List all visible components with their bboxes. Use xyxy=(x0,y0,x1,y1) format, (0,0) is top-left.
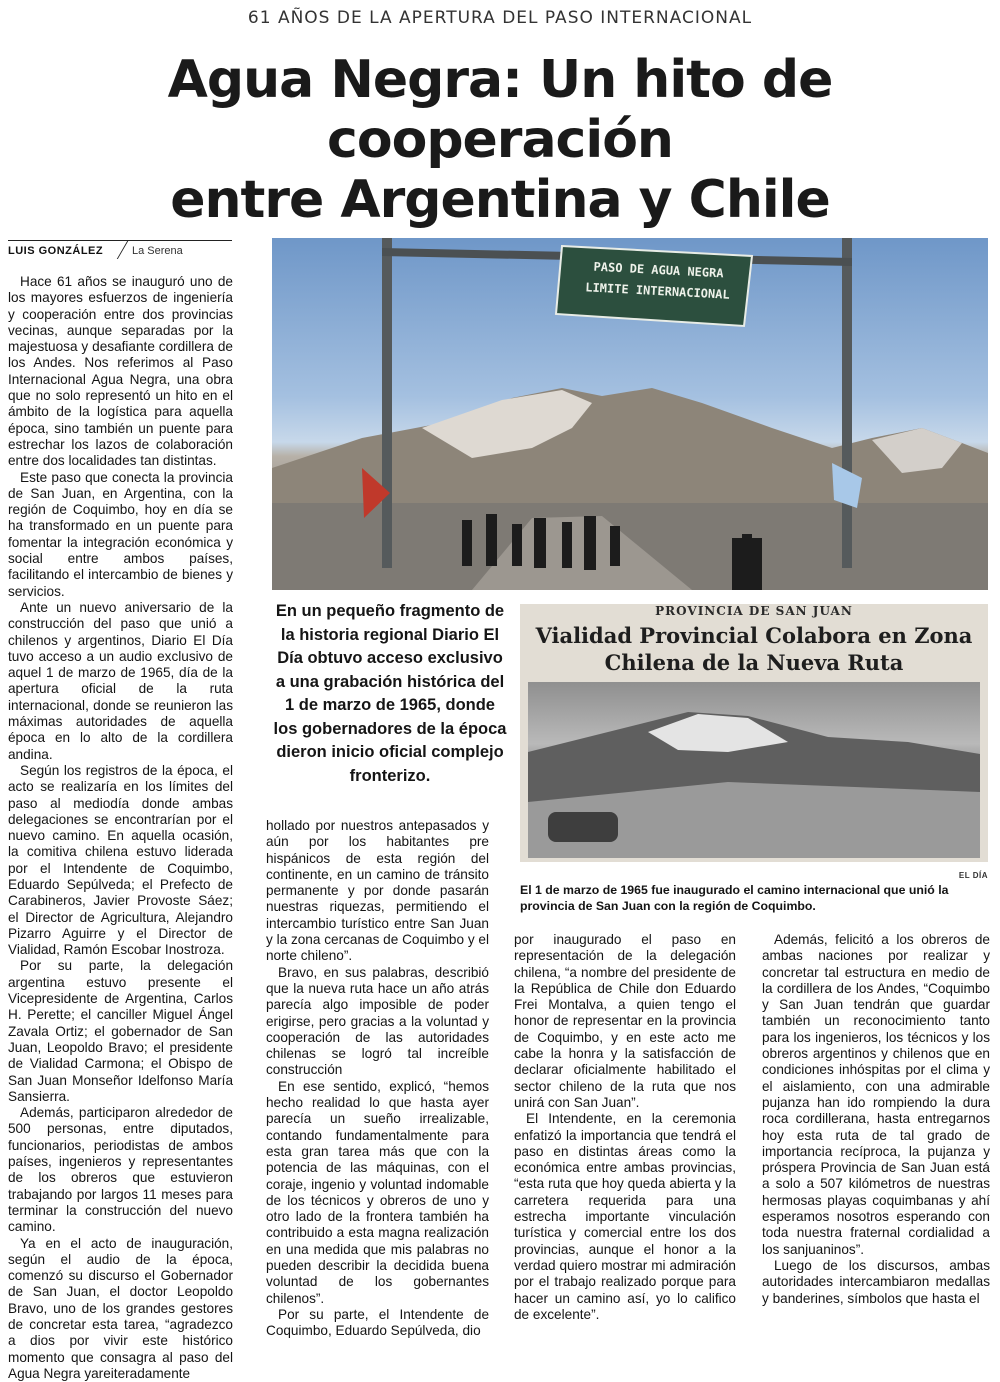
paragraph: El Intendente, en la ceremonia enfatizó la importancia que tendrá el paso en distintas áreas como la económica entre ambas provincias, “esta ruta que hoy queda abierta y la carretera requerida para una estrecha importante vinculación turística y comercial entre los dos provincias, aunque el honor a la verdad quiero mostrar mi admiración por el trabajo realizado porque para hacer un camino así, yo lo califico de excelente”. xyxy=(514,1111,736,1322)
border-sign-photo xyxy=(272,238,988,590)
article-column-1 xyxy=(8,274,233,1381)
paragraph: por inaugurado el paso en representación de la delegación chilena, “a nombre del presidente de la República de Chile don Eduardo Frei Montalva, a quien tengo el honor de representar en la provincia de Coquimbo, y en este acto me cabe la honra y la satisfacción de declarar oficialmente habilitado el sector chileno de la ruta que nos unirá con San Juan”. xyxy=(514,932,736,1110)
clipping-kicker: PROVINCIA DE SAN JUAN xyxy=(655,604,853,618)
headline-line-2: entre Argentina y Chile xyxy=(170,170,830,230)
photo-caption: El 1 de marzo de 1965 fue inaugurado el camino internacional que unió la provincia de San Juan con la región de Coquimbo. xyxy=(520,883,949,913)
paragraph: Según los registros de la época, el acto se realizaría en los límites del paso al mediodía donde ambas delegaciones se encontrarían por el nuevo camino. En aquella ocasión, la comitiva chilena estuvo liderada por el Intendente de Coquimbo, Eduardo Sepúlveda; el Prefecto de Carabineros, Javier Provoste Sáez; el Director de Agricultura, Alejandro Pizarro Aguirre y el Director de Vialidad, Ramón Escobar Inostroza. xyxy=(8,762,233,958)
paragraph: Por su parte, la delegación argentina estuvo presente el Vicepresidente de Argentina, Carlos H. Perette; el canciller Miguel Ángel Zavala Ortiz; el gobernador de San Juan, Leopoldo Bravo; el presidente de Vialidad Carmona; el Obispo de San Juan Monseñor Idelfonso María Sansierra. xyxy=(8,958,233,1104)
paragraph: Luego de los discursos, ambas autoridades intercambiaron medallas y banderines, símbolos que hasta el xyxy=(762,1257,990,1306)
paragraph: Además, felicitó a los obreros de ambas naciones por realizar y concretar tal estructura en medio de la cordillera de los Andes, “Coquimbo y San Juan tendrán que guardar también un reconocimiento tanto para los ingenieros, los técnicos y los obreros argentinos y chilenos que en condiciones inhóspitas por el clima y el aislamiento, con una admirable pujanza han ido rompiendo la dura roca cordillerana, hasta entregarnos hoy esta ruta de tal grado de importancia recíproca, la pujanza y próspera Provincia de San Juan está a solo a 507 kilómetros de nuestras hermosas playas coquimbanas y ahí esperamos nosotros esperando con toda nuestra fraternal cordialidad a los sanjuaninos”. xyxy=(762,932,990,1257)
byline-divider xyxy=(117,241,128,259)
clipping-headline: Vialidad Provincial Colabora en Zona Chilena de la Nueva Ruta xyxy=(535,623,973,675)
paragraph: Ante un nuevo aniversario de la construcción del paso que unió a chilenos y argentinos, Diario El Día tuvo acceso a un audio exclusivo de aquel 1 de marzo de 1965, día de la apertura oficial de la ruta internacional, donde se reunieron las máximas autoridades de aquella época en lo alto de la cordillera andina. xyxy=(8,599,233,762)
paragraph: hollado por nuestros antepasados y aún por los habitantes pre hispánicos de esta región del continente, en un camino de tránsito permanente y por donde pasarán nuestras riquezas, permitiendo el intercambio turístico entre San Juan y la zona cercanas de Coquimbo y el norte chileno”. xyxy=(266,818,489,964)
paragraph: Hace 61 años se inauguró uno de los mayores esfuerzos de ingeniería y cooperación entre dos provincias vecinas, aunque separadas por la majestuosa y desafiante cordillera de los Andes. Nos referimos al Paso Internacional Agua Negra, una obra que no solo representó un hito en el ámbito de la logística para aquella época, sino también un puente para estrechar los lazos de colaboración entre dos localidades tan distintas. xyxy=(8,274,233,469)
headline xyxy=(0,50,1000,230)
newspaper-clipping-photo xyxy=(520,604,988,862)
article-column-2 xyxy=(266,818,489,1339)
sign-line-2: LIMITE INTERNACIONAL xyxy=(584,280,730,302)
paragraph: Este paso que conecta la provincia de San Juan, en Argentina, con la región de Coquimbo, hoy en día se ha transformado en un puente para fomentar la integración económica y social entre ambos países, facilitando el intercambio de bienes y servicios. xyxy=(8,469,233,599)
paragraph: En ese sentido, explicó, “hemos hecho realidad lo que hasta ayer parecía un sueño irrealizable, contando fundamentalmente para esta gran tarea más que con la potencia de las máquinas, con el coraje, ingenio y voluntad indomable de los técnicos y obreros de uno y otro lado de la frontera también ha contribuido a esta magna realización en una medida que mis palabras no pueden describir la decidida buena voluntad de los gobernantes chilenos”. xyxy=(266,1078,489,1306)
sign-line-1: PASO DE AGUA NEGRA xyxy=(593,259,724,281)
paragraph: Ya en el acto de inauguración, según el audio de la época, comenzó su discurso el Gobernador de San Juan, el doctor Leopoldo Bravo, uno de los grandes gestores de concretar esta tarea, “agradezco a dios por vivir este histórico momento que consagra al paso del Agua Negra yareiteradamente xyxy=(8,1235,233,1381)
paragraph: Además, participaron alrededor de 500 personas, entre diputados, funcionarios, periodistas de ambos países, ingenieros y representantes de los obreros que estuvieron trabajando por largos 11 meses para terminar la construcción del nuevo camino. xyxy=(8,1105,233,1235)
kicker: 61 AÑOS DE LA APERTURA DEL PASO INTERNACIONAL xyxy=(247,8,753,28)
sign-text xyxy=(574,256,742,307)
pull-quote: En un pequeño fragmento de la historia regional Diario El Día obtuvo acceso exclusivo a una grabación histórica del 1 de marzo de 1965, donde los gobernadores de la época dieron inicio oficial complejo fronterizo. xyxy=(273,602,507,785)
headline-line-1: Agua Negra: Un hito de cooperación xyxy=(167,50,833,170)
article-column-3 xyxy=(514,932,736,1322)
paragraph: Por su parte, el Intendente de Coquimbo, Eduardo Sepúlveda, dio xyxy=(266,1306,489,1339)
clipping-image xyxy=(528,682,980,858)
clipping-mountain xyxy=(528,682,980,858)
paragraph: Bravo, en sus palabras, describió que la nueva ruta hace un año atrás parecía algo imposible de poder erigirse, pero gracias a la voluntad y cooperación de las autoridades chilenas se logró tal increíble construcción xyxy=(266,964,489,1078)
article-column-4 xyxy=(762,932,990,1304)
byline-place: La Serena xyxy=(132,245,183,257)
photo-credit: EL DÍA xyxy=(958,871,988,880)
byline-author: LUIS GONZÁLEZ xyxy=(8,245,104,257)
byline xyxy=(8,240,232,260)
